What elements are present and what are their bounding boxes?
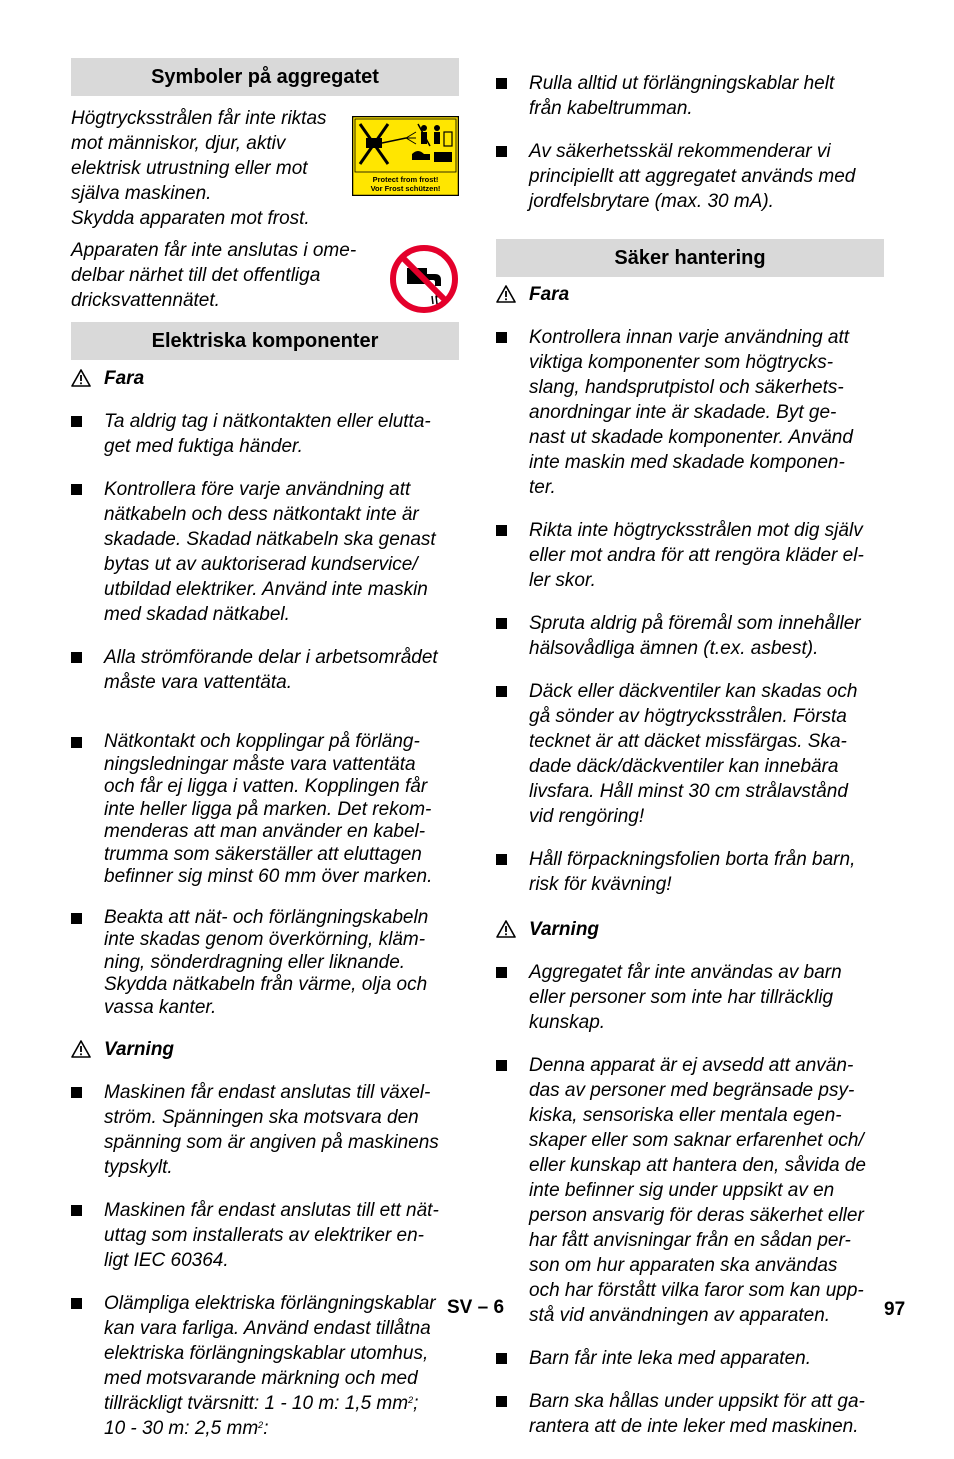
- water-text: Apparaten får inte anslutas i ome- delbar närhet till det offentliga dricksvattennätet.: [71, 240, 357, 311]
- fara-list-continued: [71, 713, 459, 1037]
- list-item: Alla strömförande delar i arbetsområdet måste vara vattentäta.: [71, 645, 459, 695]
- varning-list: [71, 1062, 459, 1459]
- list-item: Kontrollera före varje användning att nätkabeln och dess nätkontakt inte är skadade. Skadad nätkabeln ska genast bytas ut av auktoriserad kundservice/ utbildad elektriker. Använd inte maskin med skadad nätkabel.: [71, 477, 459, 627]
- fara-warning: Fara: [496, 282, 884, 307]
- list-item: Barn får inte leka med apparaten.: [496, 1346, 884, 1371]
- svg-text:Protect from frost!: Protect from frost!: [372, 175, 439, 184]
- list-item: Däck eller däckventiler kan skadas och gå sönder av högtrycksstrålen. Första tecknet är att däcket missfärgas. Ska- dade däck/däckventiler kan innebära livsfara. Håll minst 30 cm strålavstånd vid rengöring!: [496, 679, 884, 829]
- cable-list: [496, 53, 884, 232]
- warning-triangle-icon: [71, 369, 91, 387]
- list-item: Rikta inte högtrycksstrålen mot dig själv eller mot andra för att rengöra kläder el- ler skor.: [496, 518, 884, 593]
- water-symbol-block: [71, 238, 459, 313]
- svg-text:Vor Frost schützen!: Vor Frost schützen!: [370, 184, 441, 193]
- safe-varning-list: [496, 942, 884, 1457]
- list-item: Denna apparat är ej avsedd att använ- das av personer med begränsade psy- kiska, sensoriska eller mentala egen- skaper eller som saknar erfarenhet och/ eller kunskap att hantera den, såvida de inte befinner sig under uppsikt av en person ansvarig för deras säkerhet eller har fått anvisningar från en sådan per- son om hur apparaten ska användas och har förstått vilka faror som kan upp- stå vid användningen av apparaten.: [496, 1053, 884, 1328]
- frost-warning-label-icon: [352, 116, 459, 196]
- fara-list: [71, 391, 459, 713]
- page-number: 97: [884, 1299, 906, 1320]
- warning-triangle-icon: [496, 920, 516, 938]
- frost-symbol-block: [71, 106, 459, 231]
- varning-warning: Varning: [71, 1037, 459, 1062]
- no-drinking-water-icon: [389, 244, 459, 314]
- list-item: Beakta att nät- och förlängningskabeln inte skadas genom överkörning, kläm- ning, sönderdragning eller liknande. Skydda nätkabeln från värme, olja och vassa kanter.: [71, 907, 459, 1020]
- warning-triangle-icon: [496, 285, 516, 303]
- footer-section-label: SV – 6: [447, 1297, 505, 1318]
- list-item: Rulla alltid ut förlängningskablar helt från kabeltrumman.: [496, 71, 884, 121]
- fara-warning: Fara: [71, 366, 459, 391]
- list-item: Barn ska hållas under uppsikt för att ga- rantera att de inte leker med maskinen.: [496, 1389, 884, 1439]
- list-item: Av säkerhetsskäl rekommenderar vi principiellt att aggregatet används med jordfelsbrytare (max. 30 mA).: [496, 139, 884, 214]
- list-item: Spruta aldrig på föremål som innehåller hälsovådliga ämnen (t.ex. asbest).: [496, 611, 884, 661]
- symbols-heading: Symboler på aggregatet: [71, 58, 459, 96]
- electrical-heading: Elektriska komponenter: [71, 322, 459, 360]
- list-item: Maskinen får endast anslutas till ett nät- uttag som installerats av elektriker en- ligt IEC 60364.: [71, 1198, 459, 1273]
- list-item: Olämpliga elektriska förlängningskablar kan vara farliga. Använd endast tillåtna elektriska förlängningskablar utomhus, med motsvarande märkning och med tillräckligt tvärsnitt: 1 - 10 m: 1,5 $mm^2$; 10 - 30 m: 2,5 $mm^2$:: [71, 1291, 459, 1441]
- list-item: Maskinen får endast anslutas till växel- ström. Spänningen ska motsvara den spänning som är angiven på maskinens typskylt.: [71, 1080, 459, 1180]
- list-item: Nätkontakt och kopplingar på förläng- ningsledningar måste vara vattentäta och får ej ligga i vatten. Kopplingen får inte heller ligga på marken. Det rekom- menderas att man använder en kabel- trumma som säkerställer att eluttagen befinner sig minst 60 mm över marken.: [71, 731, 459, 889]
- left-column: [71, 58, 459, 1459]
- varning-warning: Varning: [496, 917, 884, 942]
- list-item: Håll förpackningsfolien borta från barn, risk för kvävning!: [496, 847, 884, 897]
- list-item: Kontrollera innan varje användning att viktiga komponenter som högtrycks- slang, handsprutpistol och säkerhets- anordningar inte är skadade. Byt ge- nast ut skadade komponenter. Använd inte maskin med skadade komponen- ter.: [496, 325, 884, 500]
- safe-handling-heading: Säker hantering: [496, 239, 884, 277]
- warning-triangle-icon: [71, 1040, 91, 1058]
- list-item: Aggregatet får inte användas av barn eller personer som inte har tillräcklig kunskap.: [496, 960, 884, 1035]
- list-item: Ta aldrig tag i nätkontakten eller elutta- get med fuktiga händer.: [71, 409, 459, 459]
- right-column: [496, 58, 884, 1457]
- safe-fara-list: [496, 307, 884, 915]
- frost-text: Högtrycksstrålen får inte riktas mot människor, djur, aktiv elektrisk utrustning eller mot själva maskinen. Skydda apparaten mot frost.: [71, 108, 327, 229]
